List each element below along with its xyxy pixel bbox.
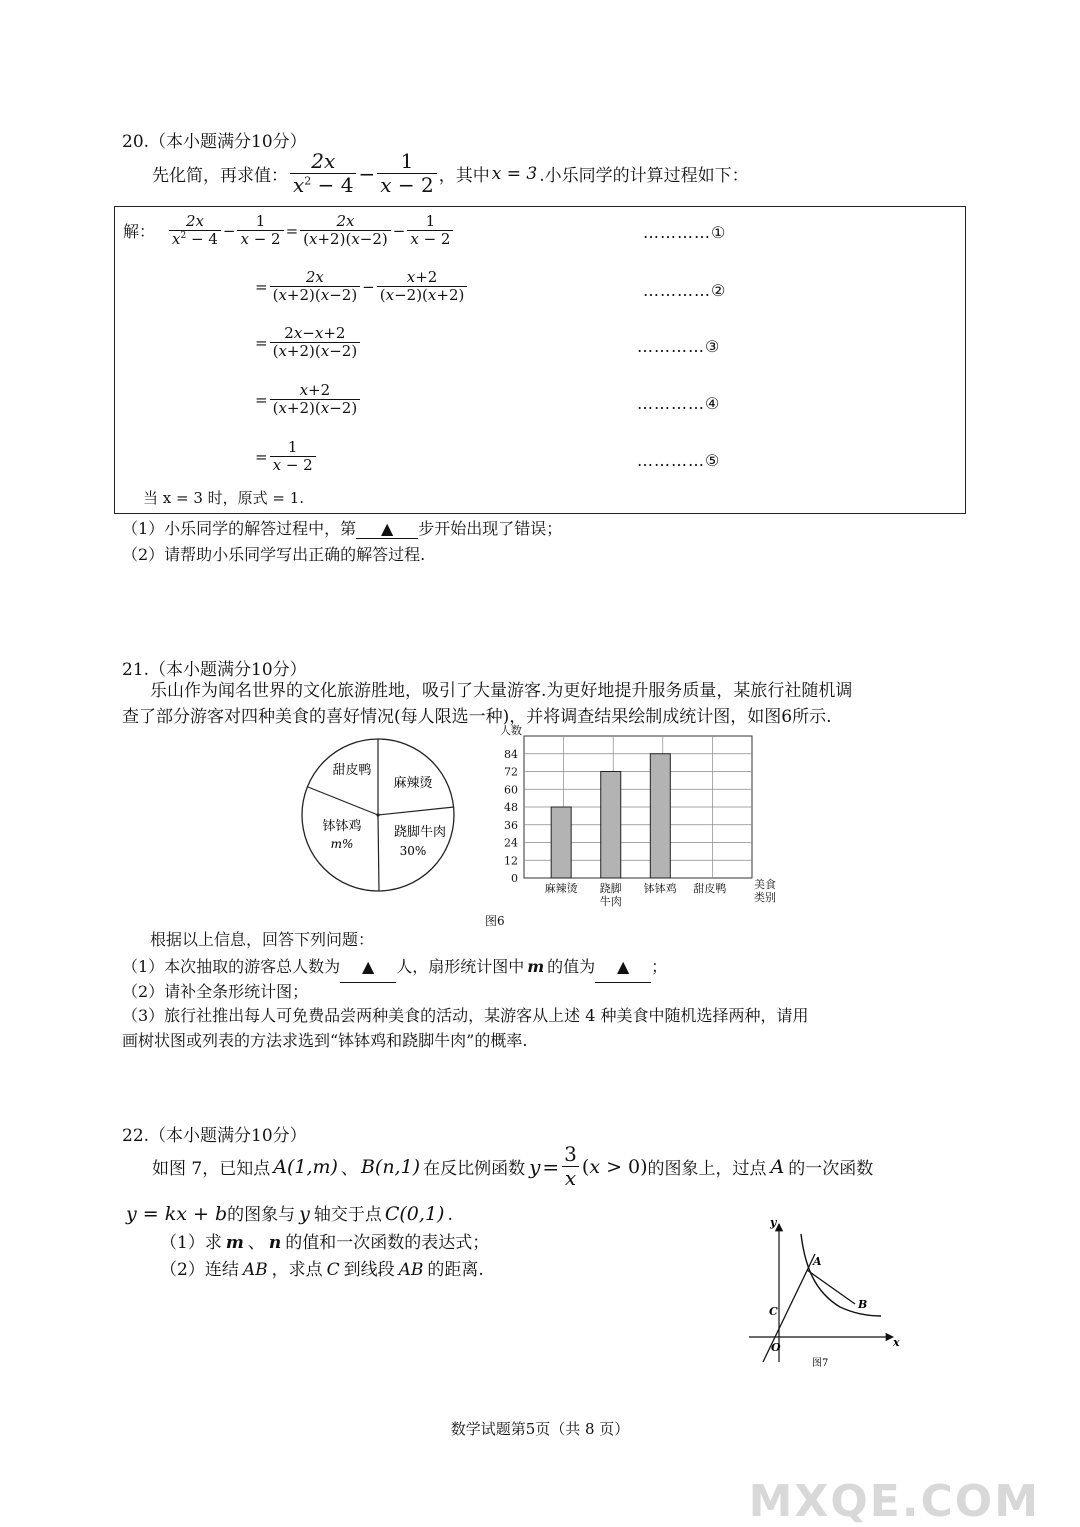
bar-chart (490, 722, 790, 914)
q21-sub1-m: m (527, 957, 545, 976)
q22-line1-a: 如图 7，已知点 (152, 1159, 271, 1179)
q21-header: 21.（本小题满分10分） (122, 660, 307, 680)
y-tick-label: 12 (504, 854, 518, 868)
pie-center (376, 813, 379, 816)
figure6-caption: 图6 (485, 914, 505, 928)
pie-label-qiaojiao-pct: 30% (399, 844, 427, 858)
q22-line1: 如图 7，已知点 A(1,m) 、 B(n,1) 在反比例函数 y = $\frac{3}{x}$ (x > 0) 的图象上，过点 A 的一次函数 (152, 1142, 874, 1190)
y-tick-label: 0 (511, 872, 518, 885)
q21-sub1-c: 的值为 (547, 957, 596, 976)
q22-sub1-b: 、 (247, 1233, 265, 1253)
pie-label-qiaojiao: 跷脚牛肉 (393, 825, 447, 840)
q22-AB-2: AB (398, 1260, 424, 1280)
q21-intro: 根据以上信息，回答下列问题： (150, 930, 375, 949)
x-tick-label: 牛肉 (599, 895, 622, 908)
q20-mark-5: …………⑤ (637, 451, 721, 470)
fig7-label-A: A (813, 1255, 822, 1268)
q22-sub2 (160, 1255, 484, 1280)
y-tick-label: 36 (504, 818, 518, 832)
x-tick-label: 甜皮鸭 (693, 882, 727, 895)
fig7-label-O: O (771, 1341, 781, 1354)
q20-sol-label: 解： (123, 222, 156, 242)
q20-header: 20.（本小题满分10分） (122, 132, 307, 152)
fig7-label-B: B (858, 1298, 868, 1311)
q20-mark-4: …………④ (637, 394, 721, 413)
q22-pointC: C(0,1) (384, 1203, 445, 1225)
y-tick-label: 72 (504, 765, 518, 779)
bar (650, 754, 670, 878)
q22-line1-d: 的一次函数 (788, 1159, 874, 1179)
q22-m: m (225, 1233, 244, 1253)
q22-pointA: A(1,m) (273, 1155, 338, 1178)
q22-line1-b: 在反比例函数 (423, 1159, 526, 1179)
fig7-label-x: x (893, 1336, 900, 1349)
q20-sub1-tail: 步开始出现了错误； (418, 519, 563, 538)
q21-sub1-b: 人，扇形统计图中 (396, 957, 525, 976)
q20-mark-1: …………① (643, 223, 727, 242)
q20-step-2: = $\frac{2x}{(x+2)(x-2)}$ − $\frac{x+2}{(x-2)(x+2)}$ (255, 269, 469, 305)
q20-step-3: = $\frac{2x-x+2}{(x+2)(x-2)}$ (255, 325, 362, 361)
q21-sub3a: （3）旅行社推出每人可免费品尝两种美食的活动，某游客从上述 4 种美食中随机选择两种，请用 (122, 1006, 809, 1025)
q20-mark-3: …………③ (637, 337, 721, 356)
q22-sub1-a: （1）求 (160, 1233, 222, 1253)
q21-sub1-a: （1）本次抽取的游客总人数为 (122, 957, 341, 976)
fig7-caption: 图7 (812, 1358, 829, 1369)
q22-sub2-c: 到线段 (343, 1260, 395, 1280)
bar (551, 807, 571, 878)
y-tick-label: 24 (504, 836, 518, 850)
q22-sub1-c: 的值和一次函数的表达式； (285, 1233, 490, 1253)
q21-para2: 查了部分游客对四种美食的喜好情况(每人限选一种)，并将调查结果绘制成统计图，如图6所示. (122, 707, 832, 727)
pie-chart (300, 735, 462, 897)
q22-A: A (770, 1155, 785, 1178)
q20-step-1: 解： $\frac{2x}{x^2 - 4}$ − $\frac{1}{x - 2}$ = $\frac{2x}{(x+2)(x-2)}$ − $\frac{1}{x - 2}$ (123, 213, 455, 249)
q22-linear: y = kx + b (126, 1203, 228, 1225)
y-axis-label: 人数 (500, 724, 522, 737)
q22-C: C (326, 1260, 340, 1280)
q20-solution-box (114, 206, 966, 514)
bar (601, 772, 621, 879)
q22-sub2-b: ，求点 (271, 1260, 323, 1280)
q20-step-4: = $\frac{x+2}{(x+2)(x-2)}$ (255, 382, 362, 418)
watermark-logo: MXQE.COM (748, 1476, 1040, 1527)
q22-pointB: B(n,1) (360, 1155, 421, 1178)
q21-para1: 乐山作为闻名世界的文化旅游胜地，吸引了大量游客.为更好地提升服务质量，某旅行社随机调 (150, 681, 853, 701)
fig7-label-C: C (769, 1305, 778, 1318)
y-tick-label: 60 (504, 783, 518, 797)
q20-prompt-tail: .小乐同学的计算过程如下： (539, 166, 749, 186)
q22-y: y (299, 1203, 310, 1225)
q21-sub1-d: ； (651, 957, 668, 976)
q20-prompt-post: ，其中 (438, 166, 490, 186)
y-tick-label: 48 (504, 801, 518, 814)
figure7-graph (745, 1212, 910, 1372)
x-tick-label: 跷脚 (599, 882, 622, 895)
q20-prompt-pre: 先化简，再求值： (152, 166, 288, 186)
q20-prompt: 先化简，再求值： $\frac{2x}{x^2 - 4}$ − $\frac{1}{x - 2}$ ，其中 x = 3 .小乐同学的计算过程如下： (152, 149, 749, 197)
x-tick-label: 麻辣烫 (544, 882, 578, 895)
q20-conclusion: 当 x = 3 时，原式 = 1. (143, 489, 305, 507)
q21-blank-m[interactable]: ▲ (595, 952, 651, 983)
q20-frac-a: $\frac{2x}{x^2 - 4}$ (290, 150, 356, 197)
q22-sep: 、 (340, 1159, 358, 1179)
x-axis-label: 类别 (754, 891, 776, 904)
pie-label-boboji: 钵钵鸡 (322, 819, 362, 834)
pie-label-boboji-pct: m% (330, 837, 354, 851)
q20-sub1 (122, 516, 562, 539)
q22-sub2-d: 的距离. (427, 1260, 484, 1280)
segment-AB (807, 1270, 855, 1304)
q22-line2-b: 轴交于点 (313, 1205, 382, 1225)
q22-func-frac: $\frac{3}{x}$ (561, 1143, 580, 1190)
q20-step-5: = $\frac{1}{x - 2}$ (255, 439, 318, 475)
q22-sub2-a: （2）连结 (160, 1260, 239, 1280)
q21-sub2: （2）请补全条形统计图； (122, 982, 309, 1001)
q20-sub1-text: （1）小乐同学的解答过程中，第 (122, 519, 357, 538)
q22-AB: AB (242, 1260, 268, 1280)
q22-line2-a: 的图象与 (227, 1205, 296, 1225)
q20-mark-2: …………② (643, 281, 727, 300)
fig7-label-y: y (770, 1216, 777, 1229)
q22-n: n (268, 1233, 282, 1253)
y-tick-label: 84 (504, 747, 518, 761)
q22-header: 22.（本小题满分10分） (122, 1126, 307, 1146)
x-axis-label: 美食 (754, 878, 776, 891)
q22-line2-c: . (447, 1205, 453, 1225)
q21-sub3b: 画树状图或列表的方法求选到“钵钵鸡和跷脚牛肉”的概率. (122, 1031, 528, 1050)
x-tick-label: 钵钵鸡 (643, 882, 677, 895)
q22-sub1 (160, 1228, 489, 1253)
q22-line2 (126, 1200, 453, 1225)
pie-label-tianpiya: 甜皮鸭 (332, 763, 372, 778)
q21-blank-total[interactable]: ▲ (340, 952, 396, 983)
q20-sub2: （2）请帮助小乐同学写出正确的解答过程. (122, 545, 426, 564)
pie-label-malatang: 麻辣烫 (393, 776, 433, 791)
q20-frac-b: $\frac{1}{x - 2}$ (377, 150, 436, 197)
q20-answer-blank[interactable]: ▲ (356, 519, 418, 539)
q20-cond: x = 3 (491, 163, 538, 184)
q22-line1-c: 的图象上，过点 (647, 1159, 767, 1179)
page-footer: 数学试题第5页（共 8 页） (450, 1420, 630, 1438)
